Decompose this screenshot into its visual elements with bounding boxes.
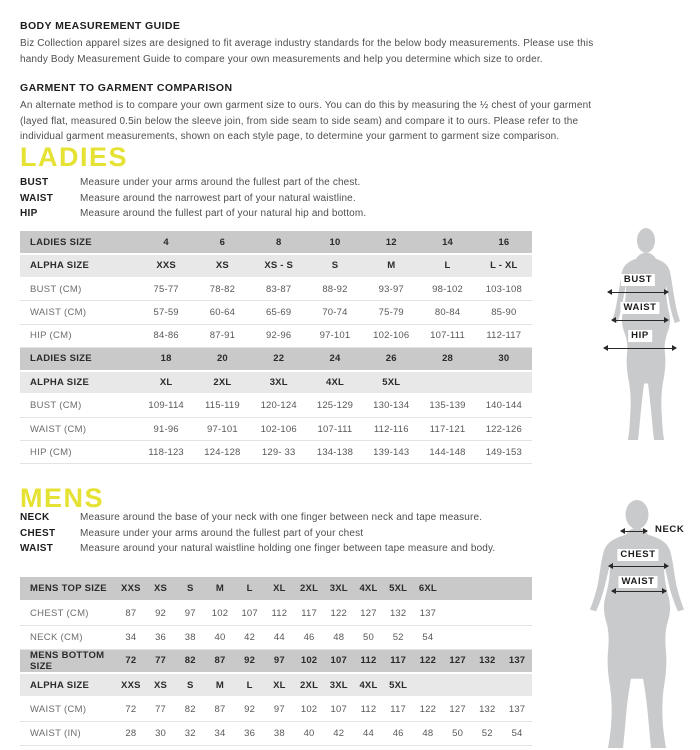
size-cell: 5XL <box>383 673 413 697</box>
size-cell: M <box>363 254 419 277</box>
mens-section-title: MENS <box>20 483 105 513</box>
size-cell <box>419 371 475 394</box>
size-cell: 36 <box>235 721 265 745</box>
size-cell: 144-148 <box>419 441 475 464</box>
row-label: BUST (CM) <box>20 278 138 301</box>
size-cell: 129- 33 <box>251 441 307 464</box>
intro-heading: GARMENT TO GARMENT COMPARISON <box>20 82 233 94</box>
size-cell: 127 <box>443 697 473 721</box>
size-cell: 87 <box>116 601 146 625</box>
size-cell: 4 <box>138 231 194 254</box>
size-cell: 77 <box>146 649 176 673</box>
size-cell <box>476 371 532 394</box>
size-cell: 84-86 <box>138 324 194 347</box>
size-cell: XS <box>146 673 176 697</box>
table-row <box>20 601 532 625</box>
size-cell: 107 <box>324 649 354 673</box>
size-cell: 85-90 <box>476 301 532 324</box>
row-label: NECK (CM) <box>20 625 116 649</box>
size-cell: 107 <box>235 601 265 625</box>
intro-paragraph: An alternate method is to compare your own garment size to ours. You can do this by measuring the ½ chest of your garment (layed flat, measured 0.5in below the sleeve join, from side seam to side seam) and compare it to ours. Please refer to the individual garment measurements, shown on each style page, to determine your garment to garment size comparison. <box>20 100 592 142</box>
size-cell: 80-84 <box>419 301 475 324</box>
size-cell <box>502 673 532 697</box>
definition-description: Measure around your natural waistline holding one finger between tape measure and body. <box>80 543 496 554</box>
table-row <box>20 278 532 301</box>
row-label: WAIST (CM) <box>20 697 116 721</box>
size-cell: XL <box>265 577 295 601</box>
table-row <box>20 649 532 673</box>
size-cell: 12 <box>363 231 419 254</box>
size-cell: 42 <box>235 625 265 649</box>
definition-row <box>20 193 580 204</box>
size-cell: 50 <box>443 721 473 745</box>
size-cell: XXS <box>116 673 146 697</box>
size-cell: 4XL <box>354 673 384 697</box>
waist-measure-arrow-icon <box>612 591 666 592</box>
size-cell: 98-102 <box>419 278 475 301</box>
size-cell: 60-64 <box>194 301 250 324</box>
size-cell: 125-129 <box>307 394 363 417</box>
size-cell: XXS <box>116 577 146 601</box>
size-cell: 97-101 <box>307 324 363 347</box>
size-cell: 8 <box>251 231 307 254</box>
figure-label-waist: WAIST <box>618 576 657 588</box>
size-cell: 46 <box>294 625 324 649</box>
row-label: LADIES SIZE <box>20 347 138 370</box>
size-cell: 54 <box>502 721 532 745</box>
neck-measure-arrow-icon <box>621 531 647 532</box>
size-cell: 135-139 <box>419 394 475 417</box>
size-cell: 50 <box>354 625 384 649</box>
size-cell: 115-119 <box>194 394 250 417</box>
size-cell: 120-124 <box>251 394 307 417</box>
size-cell: 132 <box>472 649 502 673</box>
size-cell <box>413 673 443 697</box>
size-cell <box>502 577 532 601</box>
size-cell <box>443 577 473 601</box>
row-label: WAIST (CM) <box>20 301 138 324</box>
size-cell: 102-106 <box>251 417 307 440</box>
size-cell: 5XL <box>383 577 413 601</box>
size-cell: 38 <box>175 625 205 649</box>
figure-label-neck: NECK <box>655 524 685 535</box>
ladies-section-title: LADIES <box>20 142 129 172</box>
size-cell: 92-96 <box>251 324 307 347</box>
size-cell <box>443 601 473 625</box>
size-cell: 77 <box>146 697 176 721</box>
size-cell: 4XL <box>354 577 384 601</box>
size-cell: 30 <box>146 721 176 745</box>
size-cell: 40 <box>205 625 235 649</box>
size-cell: 112 <box>265 601 295 625</box>
intro-block-body-measurement <box>20 20 620 67</box>
size-cell: 87 <box>205 649 235 673</box>
size-cell: 107 <box>324 697 354 721</box>
size-cell: 122-126 <box>476 417 532 440</box>
table-row <box>20 231 532 254</box>
size-cell: 2XL <box>294 577 324 601</box>
size-cell: 112 <box>354 649 384 673</box>
size-cell: XL <box>265 673 295 697</box>
size-cell <box>472 625 502 649</box>
hip-measure-arrow-icon <box>604 348 676 349</box>
ladies-figure <box>598 228 694 442</box>
row-label: MENS BOTTOM SIZE <box>20 649 116 673</box>
size-cell: 137 <box>502 649 532 673</box>
definition-term: NECK <box>20 512 50 523</box>
table-row <box>20 721 532 745</box>
size-cell: 117-121 <box>419 417 475 440</box>
size-cell: M <box>205 673 235 697</box>
size-cell: 83-87 <box>251 278 307 301</box>
size-cell: 132 <box>383 601 413 625</box>
size-cell: 127 <box>443 649 473 673</box>
size-cell: XS - S <box>251 254 307 277</box>
table-row <box>20 625 532 649</box>
mens-definitions <box>20 512 580 559</box>
size-cell: 36 <box>146 625 176 649</box>
size-cell: 139-143 <box>363 441 419 464</box>
figure-label-hip: HIP <box>628 330 652 342</box>
waist-measure-arrow-icon <box>612 320 668 321</box>
size-cell: 149-153 <box>476 441 532 464</box>
size-cell: 137 <box>502 697 532 721</box>
size-cell: XS <box>194 254 250 277</box>
size-cell: 28 <box>419 347 475 370</box>
row-label: HIP (CM) <box>20 441 138 464</box>
size-cell: L <box>235 673 265 697</box>
table-row <box>20 697 532 721</box>
size-cell: 18 <box>138 347 194 370</box>
definition-term: CHEST <box>20 527 56 539</box>
size-cell: 112 <box>354 697 384 721</box>
size-cell: 97-101 <box>194 417 250 440</box>
size-cell: 75-77 <box>138 278 194 301</box>
size-cell: 137 <box>413 601 443 625</box>
size-cell <box>443 625 473 649</box>
size-cell: 52 <box>383 625 413 649</box>
size-cell: 118-123 <box>138 441 194 464</box>
definition-term: WAIST <box>20 543 54 554</box>
table-row <box>20 371 532 394</box>
table-row <box>20 577 532 601</box>
size-cell: 48 <box>324 625 354 649</box>
size-cell: 92 <box>146 601 176 625</box>
intro-heading: BODY MEASUREMENT GUIDE <box>20 20 181 32</box>
size-cell: 6 <box>194 231 250 254</box>
ladies-size-table <box>20 231 532 464</box>
size-cell: 87 <box>205 697 235 721</box>
size-cell: 44 <box>265 625 295 649</box>
size-cell: 24 <box>307 347 363 370</box>
size-cell: 65-69 <box>251 301 307 324</box>
row-label: WAIST (IN) <box>20 721 116 745</box>
definition-row <box>20 177 580 188</box>
table-row <box>20 394 532 417</box>
definition-row <box>20 208 580 219</box>
table-row <box>20 347 532 370</box>
size-cell: 122 <box>413 649 443 673</box>
size-cell: L <box>419 254 475 277</box>
size-cell: L - XL <box>476 254 532 277</box>
size-cell: 78-82 <box>194 278 250 301</box>
size-cell: 72 <box>116 697 146 721</box>
size-cell: 92 <box>235 649 265 673</box>
size-cell: 3XL <box>324 577 354 601</box>
size-cell: 44 <box>354 721 384 745</box>
definition-row <box>20 543 580 554</box>
size-cell: S <box>175 577 205 601</box>
definition-description: Measure around the narrowest part of your natural waistline. <box>80 192 356 204</box>
figure-label-bust: BUST <box>621 274 655 286</box>
size-cell: 34 <box>205 721 235 745</box>
size-cell: 6XL <box>413 577 443 601</box>
table-row <box>20 324 532 347</box>
intro-paragraph: Biz Collection apparel sizes are designed to fit average industry standards for the below body measurements. Please use this handy Body Measurement Guide to compare your own measurements and help you determine which size to order. <box>20 38 594 65</box>
definition-description: Measure under your arms around the fullest part of the chest. <box>80 177 361 188</box>
size-cell: 107-111 <box>307 417 363 440</box>
bust-measure-arrow-icon <box>608 292 668 293</box>
row-label: CHEST (CM) <box>20 601 116 625</box>
size-cell: 14 <box>419 231 475 254</box>
size-cell: 2XL <box>194 371 250 394</box>
row-label: BUST (CM) <box>20 394 138 417</box>
size-cell: 82 <box>175 649 205 673</box>
size-cell: 112-117 <box>476 324 532 347</box>
size-cell: 117 <box>294 601 324 625</box>
size-cell: 34 <box>116 625 146 649</box>
size-cell: 42 <box>324 721 354 745</box>
size-cell: 75-79 <box>363 301 419 324</box>
size-cell: 2XL <box>294 673 324 697</box>
size-cell: 54 <box>413 625 443 649</box>
definition-row <box>20 512 580 523</box>
size-cell: 91-96 <box>138 417 194 440</box>
definition-row <box>20 528 580 539</box>
size-cell: 38 <box>265 721 295 745</box>
size-cell <box>472 577 502 601</box>
intro-section <box>20 20 620 160</box>
size-cell: 97 <box>265 697 295 721</box>
size-cell: 22 <box>251 347 307 370</box>
size-cell: M <box>205 577 235 601</box>
row-label: LADIES SIZE <box>20 231 138 254</box>
row-label: HIP (CM) <box>20 324 138 347</box>
size-cell: 97 <box>265 649 295 673</box>
size-cell: 26 <box>363 347 419 370</box>
table-row <box>20 673 532 697</box>
size-cell: 28 <box>116 721 146 745</box>
size-cell: 109-114 <box>138 394 194 417</box>
size-cell: 102 <box>205 601 235 625</box>
size-cell: S <box>175 673 205 697</box>
size-cell: 102 <box>294 697 324 721</box>
size-cell: 72 <box>116 649 146 673</box>
size-cell: 5XL <box>363 371 419 394</box>
size-cell: 112-116 <box>363 417 419 440</box>
size-cell: 92 <box>235 697 265 721</box>
row-label: ALPHA SIZE <box>20 371 138 394</box>
size-cell: XS <box>146 577 176 601</box>
size-cell: 4XL <box>307 371 363 394</box>
size-cell: 130-134 <box>363 394 419 417</box>
size-cell: XL <box>138 371 194 394</box>
size-cell: 52 <box>472 721 502 745</box>
size-cell: 117 <box>383 649 413 673</box>
definition-term: BUST <box>20 177 49 188</box>
size-cell: 32 <box>175 721 205 745</box>
size-cell: 107-111 <box>419 324 475 347</box>
size-cell <box>502 601 532 625</box>
definition-description: Measure under your arms around the fullest part of your chest <box>80 527 364 539</box>
size-cell <box>472 601 502 625</box>
figure-label-waist: WAIST <box>620 302 659 314</box>
table-row <box>20 301 532 324</box>
size-cell: 103-108 <box>476 278 532 301</box>
size-cell: 10 <box>307 231 363 254</box>
size-cell: XXS <box>138 254 194 277</box>
size-cell: 122 <box>324 601 354 625</box>
size-cell: S <box>307 254 363 277</box>
size-cell: L <box>235 577 265 601</box>
figure-label-chest: CHEST <box>617 549 658 561</box>
size-cell: 132 <box>472 697 502 721</box>
size-cell: 122 <box>413 697 443 721</box>
size-cell <box>502 625 532 649</box>
row-label: MENS TOP SIZE <box>20 577 116 601</box>
size-cell: 97 <box>175 601 205 625</box>
size-cell: 117 <box>383 697 413 721</box>
male-silhouette-icon <box>585 500 690 748</box>
size-cell <box>443 673 473 697</box>
size-cell <box>472 673 502 697</box>
size-cell: 140-144 <box>476 394 532 417</box>
row-label: WAIST (CM) <box>20 417 138 440</box>
size-cell: 82 <box>175 697 205 721</box>
size-cell: 70-74 <box>307 301 363 324</box>
size-cell: 30 <box>476 347 532 370</box>
ladies-definitions <box>20 177 580 224</box>
table-row <box>20 417 532 440</box>
size-cell: 57-59 <box>138 301 194 324</box>
size-cell: 124-128 <box>194 441 250 464</box>
table-row <box>20 441 532 464</box>
size-cell: 46 <box>383 721 413 745</box>
definition-description: Measure around the fullest part of your natural hip and bottom. <box>80 208 367 219</box>
size-cell: 102 <box>294 649 324 673</box>
size-cell: 16 <box>476 231 532 254</box>
table-row <box>20 254 532 277</box>
size-cell: 87-91 <box>194 324 250 347</box>
row-label: ALPHA SIZE <box>20 673 116 697</box>
size-cell: 88-92 <box>307 278 363 301</box>
size-cell: 127 <box>354 601 384 625</box>
size-cell: 3XL <box>324 673 354 697</box>
size-cell: 3XL <box>251 371 307 394</box>
definition-description: Measure around the base of your neck with one finger between neck and tape measure. <box>80 512 483 523</box>
size-cell: 93-97 <box>363 278 419 301</box>
definition-term: WAIST <box>20 192 54 204</box>
intro-block-garment-comparison <box>20 82 620 145</box>
mens-size-table <box>20 577 532 746</box>
mens-figure <box>585 500 690 750</box>
size-cell: 102-106 <box>363 324 419 347</box>
definition-term: HIP <box>20 208 38 219</box>
size-cell: 48 <box>413 721 443 745</box>
size-cell: 40 <box>294 721 324 745</box>
chest-measure-arrow-icon <box>609 566 668 567</box>
size-cell: 20 <box>194 347 250 370</box>
row-label: ALPHA SIZE <box>20 254 138 277</box>
size-cell: 134-138 <box>307 441 363 464</box>
